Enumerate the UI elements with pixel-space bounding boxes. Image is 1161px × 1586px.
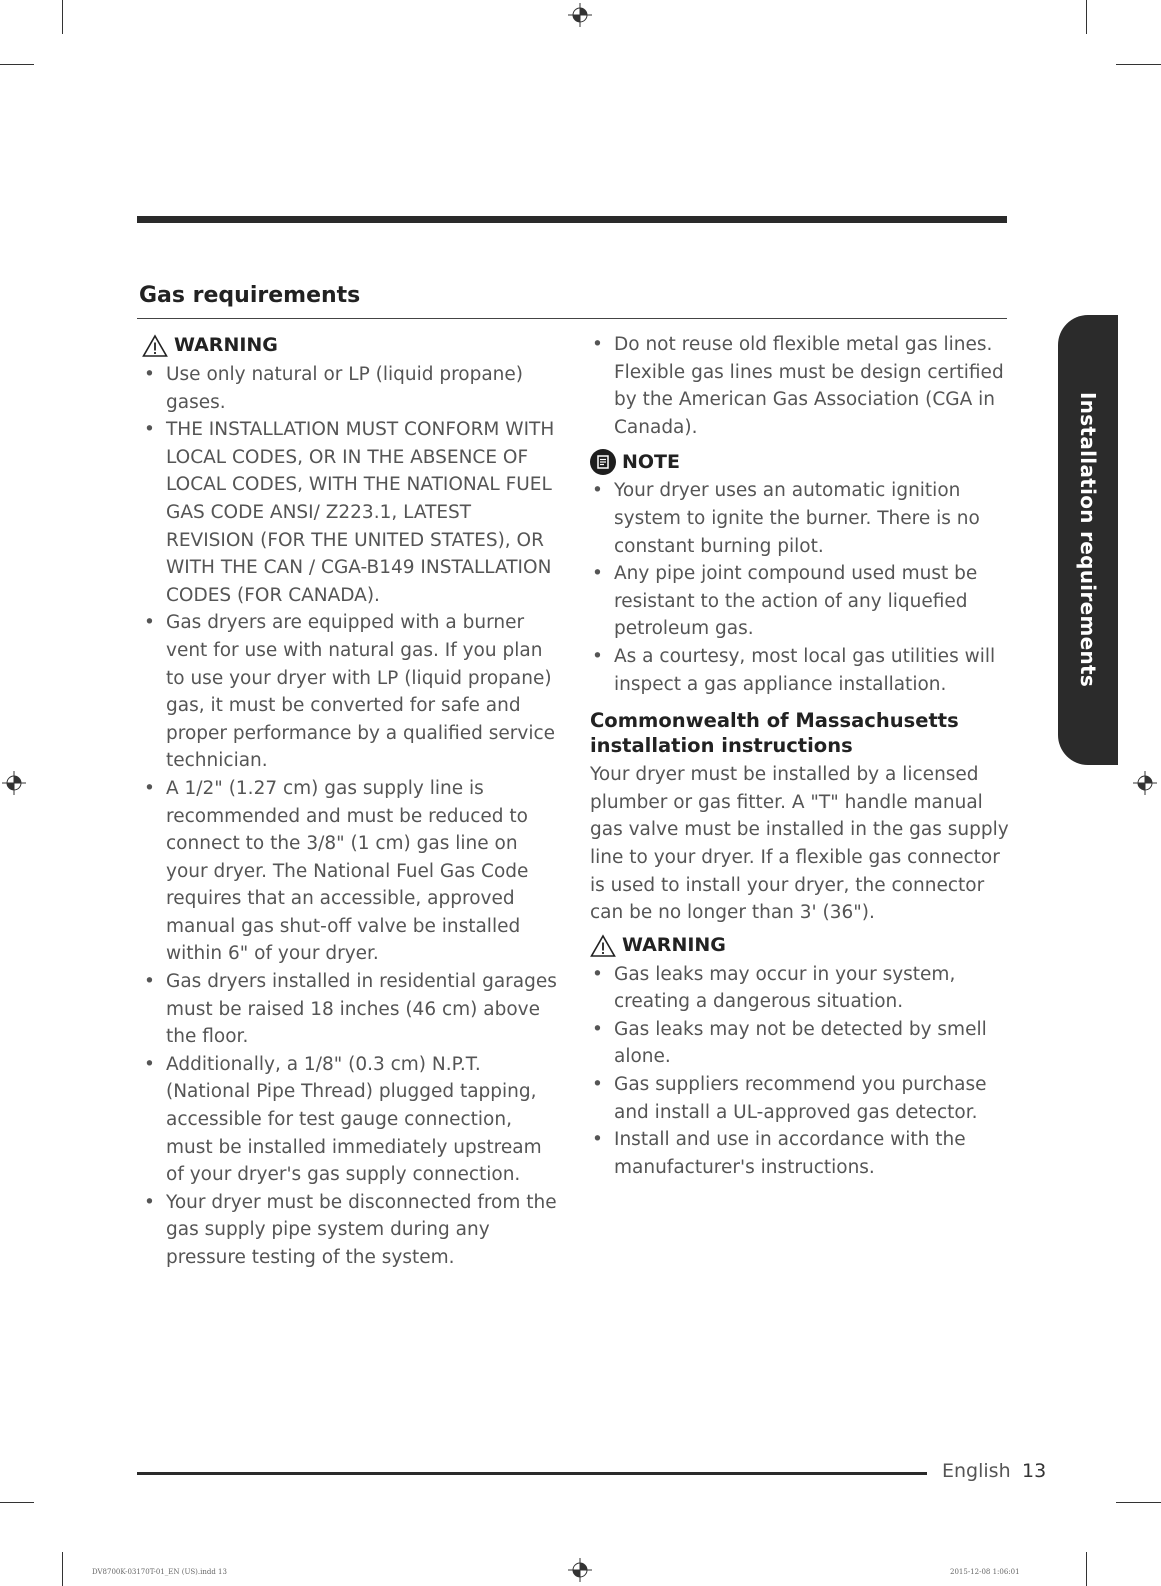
side-tab-label-wrap	[1058, 315, 1118, 765]
left-column	[142, 331, 562, 1272]
massachusetts-subheading: Commonwealth of Massachusetts installation instructions	[590, 709, 959, 758]
slug-date: 2015-12-08 1:06:01	[950, 1568, 1020, 1576]
crop-mark	[62, 0, 63, 34]
footer-language: English	[942, 1460, 1011, 1482]
list-item: • Your dryer must be disconnected from the gas supply pipe system during any pressure testing of the system.	[144, 1191, 557, 1268]
list-item: • Install and use in accordance with the manufacturer's instructions.	[592, 1129, 966, 1178]
note-label: NOTE	[622, 450, 680, 473]
registration-mark-icon	[2, 771, 26, 795]
title-rule	[137, 318, 1007, 319]
warning-list	[590, 961, 1010, 1182]
note-icon	[590, 449, 616, 475]
list-item: • Gas dryers installed in residential garages must be raised 18 inches (46 cm) above the floor.	[144, 971, 557, 1048]
crop-mark	[1116, 64, 1161, 65]
list-item: • Gas leaks may not be detected by smell alone.	[592, 1018, 987, 1068]
right-column	[590, 331, 1010, 1181]
note-heading	[590, 447, 1010, 477]
warning-heading	[590, 931, 1010, 961]
crop-mark	[1086, 0, 1087, 34]
list-item: • As a courtesy, most local gas utilities will inspect a gas appliance installation.	[592, 645, 996, 695]
list-item: • Do not reuse old flexible metal gas lines. Flexible gas lines must be design certified by the American Gas Association (CGA in Canada).	[592, 334, 1004, 438]
massachusetts-paragraph: Your dryer must be installed by a licensed plumber or gas fitter. A "T" handle manual gas valve must be installed in the gas supply line to your dryer. If a flexible gas connector is used to install your dryer, the connector can be no longer than 3' (36").	[590, 764, 1009, 924]
top-rule	[137, 216, 1007, 223]
page-number: 13	[1022, 1460, 1047, 1482]
list-item: • Additionally, a 1/8" (0.3 cm) N.P.T. (National Pipe Thread) plugged tapping, accessible for test gauge connection, must be installed immediately upstream of your dryer's gas supply connection.	[144, 1053, 542, 1186]
continued-warning-list	[590, 331, 1010, 441]
warning-label: WARNING	[174, 334, 278, 357]
warning-label: WARNING	[622, 933, 726, 956]
note-list	[590, 477, 1010, 698]
crop-mark	[1086, 1552, 1087, 1586]
warning-triangle-icon	[142, 334, 168, 358]
crop-mark	[1116, 1502, 1161, 1503]
section-title: Gas requirements	[139, 283, 361, 308]
slug-file: DV8700K-03170T-01_EN (US).indd 13	[92, 1568, 227, 1576]
side-tab-label: Installation requirements	[1076, 392, 1100, 688]
crop-mark	[0, 64, 34, 65]
warning-list	[142, 361, 562, 1272]
warning-heading	[142, 331, 562, 361]
list-item: • Gas leaks may occur in your system, creating a dangerous situation.	[592, 963, 956, 1013]
registration-mark-icon	[568, 3, 592, 27]
registration-mark-icon	[568, 1558, 592, 1582]
warning-triangle-icon	[590, 934, 616, 958]
list-item: • Any pipe joint compound used must be resistant to the action of any liquefied petroleum gas.	[592, 563, 978, 640]
footer-rule	[137, 1472, 927, 1475]
crop-mark	[0, 1502, 34, 1503]
list-item: • Gas dryers are equipped with a burner vent for use with natural gas. If you plan to use your dryer with LP (liquid propane) gas, it must be converted for safe and proper performance by a qualified service technician.	[144, 612, 556, 772]
list-item: • A 1/2" (1.27 cm) gas supply line is recommended and must be reduced to connect to the 3/8" (1 cm) gas line on your dryer. The National Fuel Gas Code requires that an accessible, approved manual gas shut-off valve be installed within 6" of your dryer.	[144, 777, 529, 965]
list-item: • Gas suppliers recommend you purchase and install a UL-approved gas detector.	[592, 1074, 987, 1123]
registration-mark-icon	[1133, 771, 1157, 795]
crop-mark	[62, 1552, 63, 1586]
list-item: • Your dryer uses an automatic ignition system to ignite the burner. There is no constant burning pilot.	[592, 480, 980, 557]
list-item: • Use only natural or LP (liquid propane) gases.	[144, 364, 524, 413]
list-item: • THE INSTALLATION MUST CONFORM WITH LOCAL CODES, OR IN THE ABSENCE OF LOCAL CODES, WITH THE NATIONAL FUEL GAS CODE ANSI/ Z223.1, LATEST REVISION (FOR THE UNITED STATES), OR WITH THE CAN / CGA-B149 INSTALLATION CODES (FOR CANADA).	[144, 419, 555, 606]
